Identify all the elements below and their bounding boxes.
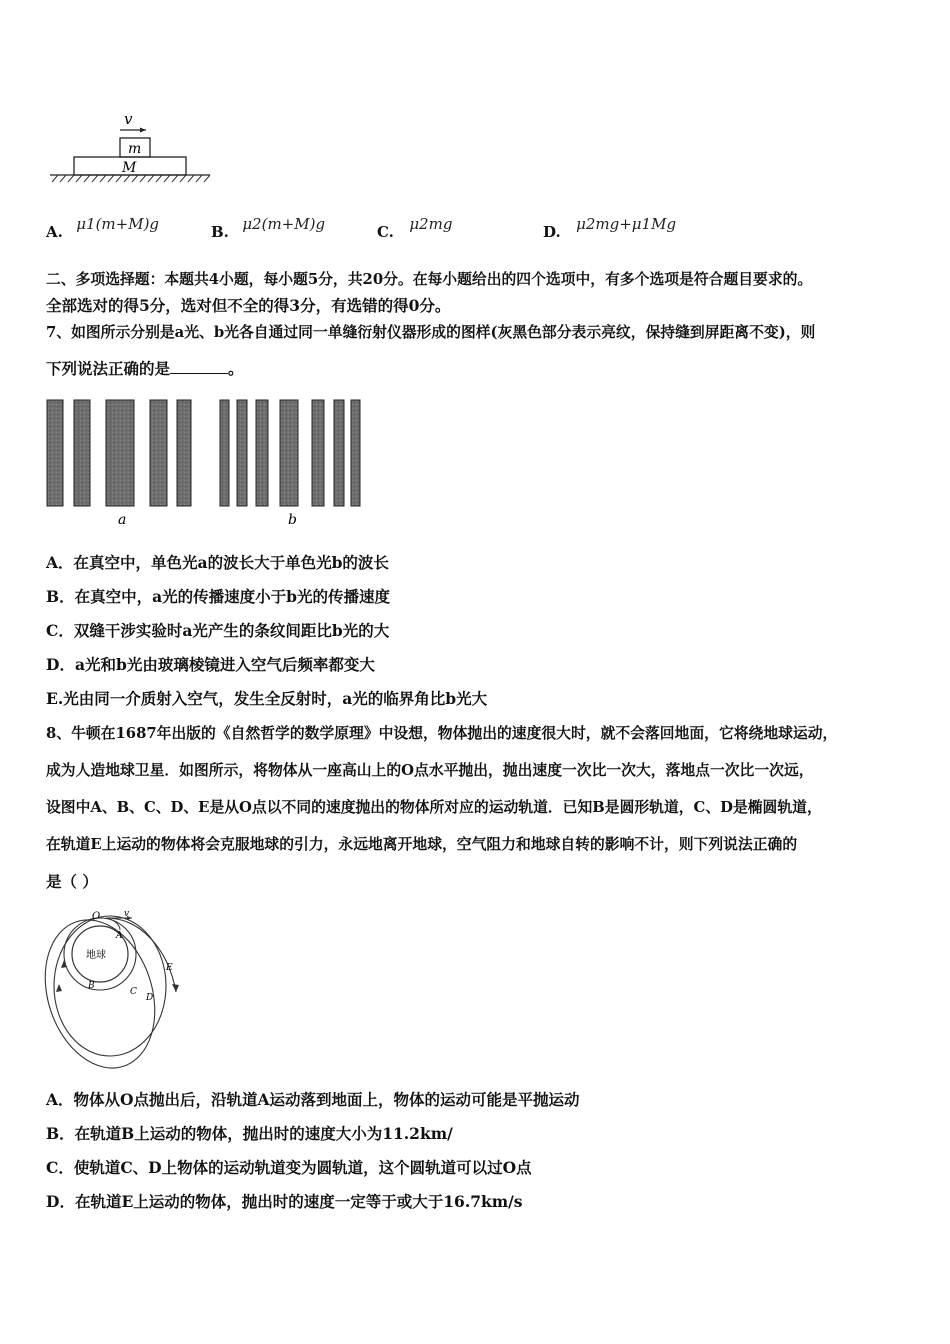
q7-option-d[interactable]: D．a光和b光由玻璃棱镜进入空气后频率都变大 <box>46 655 375 674</box>
velocity-v-label: v <box>124 909 130 919</box>
q6-option-d[interactable]: D. μ2mg+μ1Mg <box>543 215 677 241</box>
orbit-a-label: A <box>116 931 123 941</box>
q8-stem-line1: 8、牛顿在1687年出版的《自然哲学的数学原理》中设想，物体抛出的速度很大时，就不会落回地面，它将绕地球运动， <box>46 725 838 742</box>
section2-line1: 二、多项选择题：本题共4小题，每小题5分，共20分。在每小题给出的四个选项中，有多个选项是符合题目要求的。 <box>46 271 813 288</box>
orbit-figure <box>40 908 200 1070</box>
q8-option-b[interactable]: B．在轨道B上运动的物体，抛出时的速度大小为11.2km/ <box>46 1124 453 1143</box>
q8-option-c[interactable]: C．使轨道C、D上物体的运动轨道变为圆轨道，这个圆轨道可以过O点 <box>46 1158 532 1177</box>
q8-stem-line3: 设图中A、B、C、D、E是从O点以不同的速度抛出的物体所对应的运动轨道．已知B是圆形轨道，C、D是椭圆轨道， <box>46 799 822 816</box>
q7-option-b[interactable]: B．在真空中，a光的传播速度小于b光的传播速度 <box>46 587 390 606</box>
pattern-b-label: b <box>288 512 297 528</box>
q7-stem-line1: 7、如图所示分别是a光、b光各自通过同一单缝衍射仪器形成的图样(灰黑色部分表示亮纹，保持缝到屏距离不变)，则 <box>46 324 816 341</box>
pattern-a-label: a <box>118 512 127 528</box>
q7-option-e[interactable]: E.光由同一介质射入空气，发生全反射时，a光的临界角比b光大 <box>46 689 488 708</box>
orbit-b-label: B <box>88 981 95 991</box>
q7-stem-line2: 下列说法正确的是 。 <box>46 359 244 378</box>
q8-stem-line5: 是（ ） <box>46 872 98 891</box>
q8-option-a[interactable]: A．物体从O点抛出后，沿轨道A运动落到地面上，物体的运动可能是平抛运动 <box>46 1090 580 1109</box>
big-plank-label: M <box>122 160 137 176</box>
diffraction-patterns-figure <box>44 396 374 532</box>
q6-option-a[interactable]: A. μ1(m+M)g <box>46 215 160 241</box>
orbit-d-label: D <box>146 993 154 1003</box>
q6-option-b[interactable]: B. μ2(m+M)g <box>211 215 326 241</box>
block-plank-figure <box>46 108 216 188</box>
section2-line2: 全部选对的得5分，选对但不全的得3分，有选错的得0分。 <box>46 296 451 315</box>
ground-hatching <box>52 175 210 182</box>
q8-stem-line4: 在轨道E上运动的物体将会克服地球的引力，永远地离开地球，空气阻力和地球自转的影响不计，则下列说法正确的 <box>46 836 798 853</box>
point-o-label: O <box>92 911 101 922</box>
q8-stem-line2: 成为人造地球卫星．如图所示，将物体从一座高山上的O点水平抛出，抛出速度一次比一次大，落地点一次比一次远， <box>46 762 814 779</box>
small-block-label: m <box>128 141 142 157</box>
q7-option-c[interactable]: C．双缝干涉实验时a光产生的条纹间距比b光的大 <box>46 621 390 640</box>
pattern-b <box>220 400 360 506</box>
orbit-c-label: C <box>130 987 137 997</box>
earth-label: 地球 <box>86 950 106 961</box>
answer-blank[interactable] <box>170 359 228 374</box>
q6-option-c[interactable]: C. μ2mg <box>377 215 453 241</box>
pattern-a <box>47 400 191 506</box>
q7-option-a[interactable]: A．在真空中，单色光a的波长大于单色光b的波长 <box>46 553 389 572</box>
trajectory-e-label: E <box>166 963 173 973</box>
velocity-label: v <box>124 110 133 128</box>
q8-option-d[interactable]: D．在轨道E上运动的物体，抛出时的速度一定等于或大于16.7km/s <box>46 1192 523 1211</box>
